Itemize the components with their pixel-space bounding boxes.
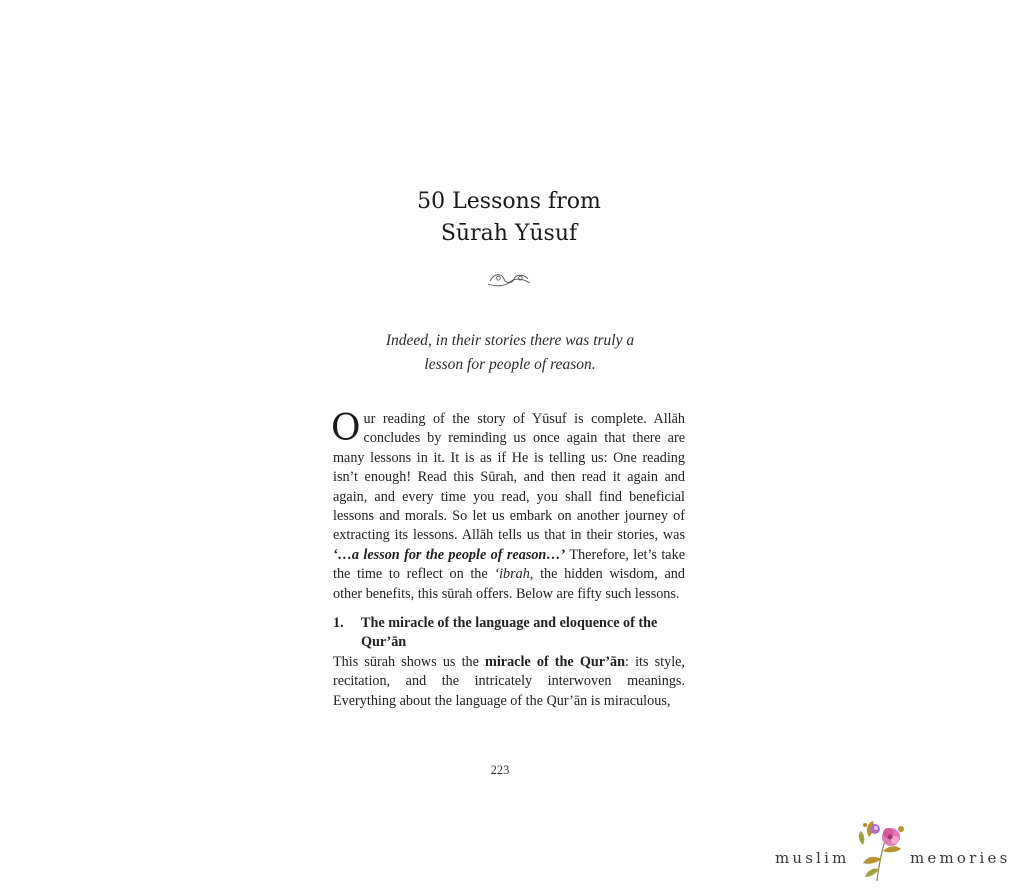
page-number: 223 [490, 763, 510, 777]
watermark-logo [775, 815, 1020, 885]
section-1-bold: miracle of the Qur’ān [485, 653, 626, 670]
chapter-title-line-2: Sūrah Yūsuf [440, 221, 578, 246]
section-1-heading [333, 614, 685, 653]
intro-paragraph [333, 410, 685, 604]
section-1-title: The miracle of the language and eloquence of the Qur’ān [361, 615, 658, 651]
flower-icon [855, 815, 911, 883]
chapter-title [320, 186, 698, 250]
epigraph-line-1: Indeed, in their stories there was truly a [385, 332, 635, 349]
watermark-word-right: memories [910, 849, 1011, 867]
body-text [333, 410, 685, 711]
intro-text-start: ur reading of the story of Yūsuf is complete. Allāh concludes by reminding us once again that there are many lessons in it. It is as if He is telling us: One reading isn’t enough! Read this Sūrah, and then read it again and again, and every time you read, you shall find beneficial lessons and morals. So let us embark on another journey of extracting its lessons. Allāh tells us that in their stories, was [333, 411, 685, 544]
intro-text-end: , the hidden wisdom, and other benefits, this sūrah offers. Below are fifty such lessons. [333, 566, 685, 602]
ibrah-term: ‘ibrah [494, 566, 530, 583]
section-1-text-start: This sūrah shows us the [333, 653, 486, 670]
section-1-number: 1. [333, 615, 344, 632]
section-1-paragraph [333, 653, 685, 711]
epigraph-quote [330, 329, 690, 377]
drop-cap: O [331, 408, 361, 449]
ornament-flourish-icon [486, 270, 532, 288]
intro-text-mid: Therefore, let’s take the time to reflect on the [333, 546, 685, 583]
intro-quote: ‘…a lesson for the people of reason…’ [333, 546, 566, 563]
epigraph-line-2: lesson for people of reason. [424, 356, 596, 373]
chapter-title-line-1: 50 Lessons from [417, 189, 601, 214]
section-1-text-end: : its style, recitation, and the intricately interwoven meanings. Everything about the language of the Qur’ān is miraculous, [333, 653, 685, 709]
watermark-word-left: muslim [775, 849, 850, 867]
